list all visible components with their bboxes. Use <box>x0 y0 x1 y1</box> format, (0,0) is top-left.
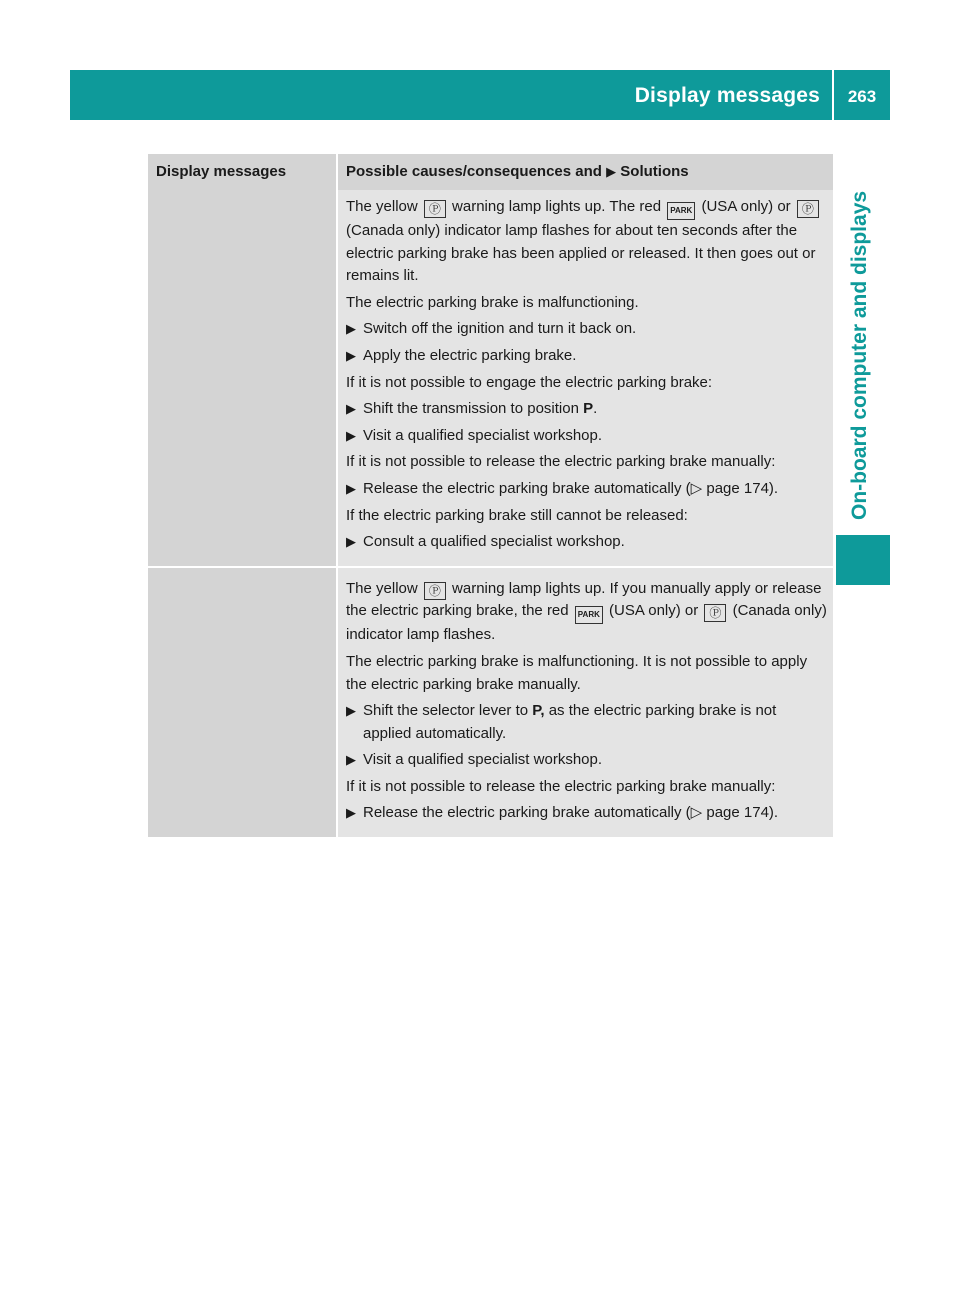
table-row <box>148 190 833 566</box>
row1-malfunction: The electric parking brake is malfunctioning. <box>346 293 639 311</box>
parking-brake-p-icon: Ⓟ <box>424 200 446 218</box>
row2-malfunction: The electric parking brake is malfunctioning. It is not possible to apply the electric parking brake manually. <box>346 652 808 693</box>
arrow-right-icon: ▶ <box>346 752 356 768</box>
gear-position: P <box>583 400 594 418</box>
row2-intro-a: The yellow <box>346 579 418 597</box>
step-text: Switch off the ignition and turn it back on. <box>363 320 637 338</box>
step-text-page-ref: Release the electric parking brake automatically (▷ page 174). <box>363 804 779 822</box>
page-title: Display messages <box>634 84 820 107</box>
step-text: Apply the electric parking brake. <box>363 346 577 364</box>
column-header-prefix: Possible causes/consequences and <box>346 163 602 180</box>
park-indicator-icon: PARK <box>575 606 603 624</box>
instruction-step <box>346 398 827 421</box>
page-number: 263 <box>847 87 877 106</box>
column-header-causes-solutions <box>338 154 833 190</box>
instruction-step <box>346 425 827 448</box>
row2-intro-c: (USA only) or <box>609 602 699 620</box>
row2-intro-d: (Canada only) indicator lamp flashes. <box>346 602 827 644</box>
row1-engage-fail: If it is not possible to engage the electric parking brake: <box>346 373 713 391</box>
arrow-right-icon: ▶ <box>346 401 356 417</box>
instruction-step <box>346 531 827 554</box>
column-header-suffix: Solutions <box>620 163 689 180</box>
step-text: Visit a qualified specialist workshop. <box>363 751 603 769</box>
row2-release-fail: If it is not possible to release the electric parking brake manually: <box>346 777 776 795</box>
arrow-right-icon: ▶ <box>346 427 356 443</box>
arrow-right-icon: ▶ <box>346 534 356 550</box>
instruction-step <box>346 749 827 772</box>
header-bar <box>70 70 890 120</box>
arrow-right-icon: ▶ <box>346 703 356 719</box>
instruction-step <box>346 345 827 368</box>
section-tab-label: On-board computer and displays <box>848 190 871 520</box>
table-row <box>148 566 833 837</box>
step-text-page-ref: Release the electric parking brake automatically (▷ page 174). <box>363 479 779 497</box>
step-text-a: Shift the selector lever to <box>363 702 529 720</box>
instruction-step <box>346 700 827 745</box>
table-header-row <box>148 154 833 190</box>
step-text <box>363 700 827 745</box>
parking-brake-p-icon: Ⓟ <box>797 200 819 218</box>
row2-intro-b: warning lamp lights up. If you manually apply or release the electric parking brake, the red <box>346 579 822 620</box>
parking-brake-p-icon: Ⓟ <box>704 604 726 622</box>
arrow-right-icon: ▶ <box>606 164 617 179</box>
column-header-display-messages: Display messages <box>148 154 338 190</box>
row1-intro-d: (Canada only) indicator lamp flashes for about ten seconds after the electric parking brake has been applied or released. It then goes out or remains lit. <box>346 222 816 285</box>
arrow-right-icon: ▶ <box>346 805 356 821</box>
display-message-cell <box>148 566 338 837</box>
step-text-c: as the electric parking brake is not applied automatically. <box>363 702 777 742</box>
display-message-cell <box>148 190 338 566</box>
park-indicator-icon: PARK <box>667 202 695 220</box>
section-marker <box>836 535 890 585</box>
row1-intro-c: (USA only) or <box>701 198 791 215</box>
arrow-right-icon: ▶ <box>346 347 356 363</box>
solutions-cell <box>338 190 833 566</box>
row1-still-fail: If the electric parking brake still cannot be released: <box>346 506 688 524</box>
step-text-a: Shift the transmission to position <box>363 400 579 418</box>
row1-intro-a: The yellow <box>346 198 418 215</box>
instruction-step <box>346 478 827 501</box>
row1-release-fail: If it is not possible to release the electric parking brake manually: <box>346 453 776 471</box>
instruction-step <box>346 318 827 341</box>
row2-intro <box>346 578 827 647</box>
step-text <box>363 398 597 421</box>
solutions-cell <box>338 566 833 837</box>
row1-intro <box>346 196 827 288</box>
instruction-step <box>346 802 827 825</box>
step-text-c: . <box>593 400 598 418</box>
step-text: Consult a qualified specialist workshop. <box>363 533 625 551</box>
display-messages-table <box>148 154 833 837</box>
row1-intro-b: warning lamp lights up. The red <box>452 198 662 215</box>
gear-position: P, <box>532 702 545 720</box>
arrow-right-icon: ▶ <box>346 321 356 337</box>
arrow-right-icon: ▶ <box>346 480 356 496</box>
parking-brake-p-icon: Ⓟ <box>424 582 446 600</box>
step-text: Visit a qualified specialist workshop. <box>363 426 603 444</box>
